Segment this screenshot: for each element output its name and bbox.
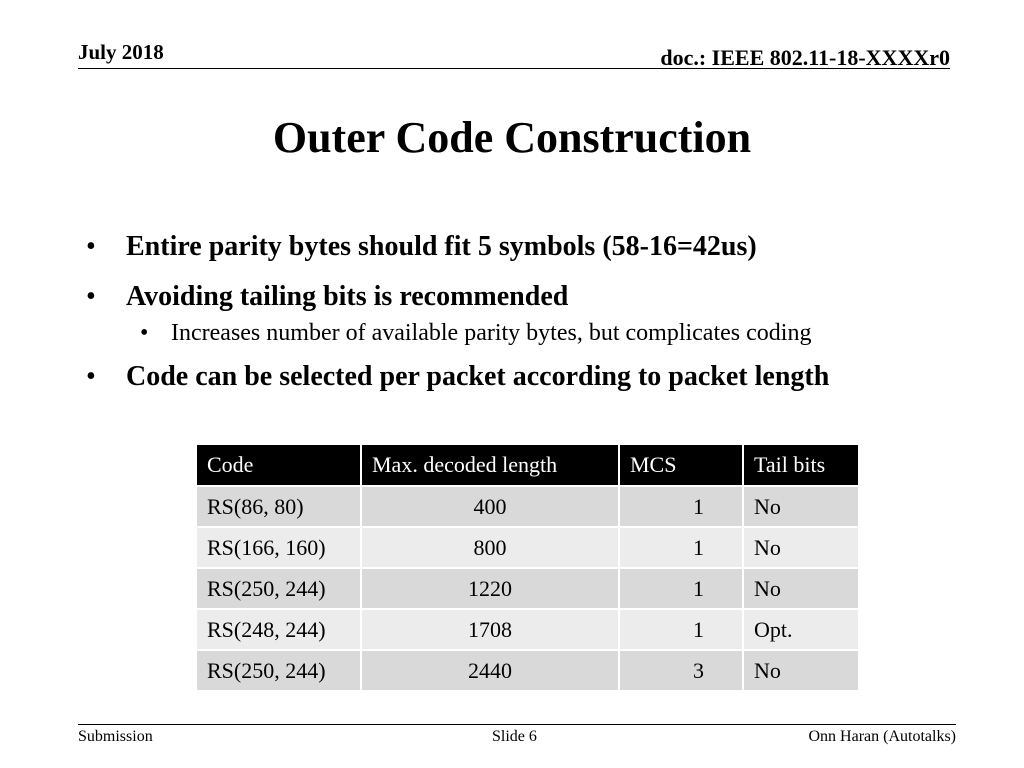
cell-max-length: 400 [361, 486, 619, 527]
bullet-list [86, 230, 1006, 410]
cell-max-length: 2440 [361, 650, 619, 690]
bullet-glyph: • [86, 361, 96, 392]
cell-max-length: 1220 [361, 568, 619, 609]
cell-mcs: 1 [619, 568, 743, 609]
footer-slide-number: Slide 6 [492, 728, 537, 745]
header-divider [78, 68, 950, 69]
cell-mcs: 3 [619, 650, 743, 690]
table-header-row [197, 445, 858, 486]
cell-mcs: 1 [619, 486, 743, 527]
cell-max-length: 1708 [361, 609, 619, 650]
footer-divider [78, 724, 956, 725]
sub-bullet-text: Increases number of available parity bytes, but complicates coding [171, 320, 812, 346]
table-row [197, 568, 858, 609]
bullet-item-parity [86, 230, 1006, 263]
bullet-glyph: • [86, 281, 96, 312]
footer-author: Onn Haran (Autotalks) [808, 728, 956, 745]
column-header-tail-bits: Tail bits [743, 445, 858, 486]
column-header-code: Code [197, 445, 361, 486]
sub-bullet-glyph: • [140, 320, 149, 346]
header-doc-id: doc.: IEEE 802.11-18-XXXXr0 [660, 45, 950, 70]
slide-title: Outer Code Construction [272, 113, 752, 162]
bullet-glyph: • [86, 231, 96, 262]
column-header-max-length: Max. decoded length [361, 445, 619, 486]
cell-max-length: 800 [361, 527, 619, 568]
table-row [197, 527, 858, 568]
bullet-item-tailing [86, 280, 1006, 313]
cell-mcs: 1 [619, 527, 743, 568]
cell-mcs: 1 [619, 609, 743, 650]
bullet-text: Entire parity bytes should fit 5 symbols (58-16=42us) [126, 231, 757, 262]
cell-tail-bits: No [743, 568, 858, 609]
code-table [197, 445, 858, 690]
table-row [197, 609, 858, 650]
cell-code: RS(166, 160) [197, 527, 361, 568]
footer-submission: Submission [78, 728, 153, 745]
cell-tail-bits: No [743, 486, 858, 527]
header-date: July 2018 [78, 40, 164, 64]
bullet-text: Code can be selected per packet according to packet length [126, 361, 830, 392]
cell-tail-bits: No [743, 650, 858, 690]
cell-code: RS(86, 80) [197, 486, 361, 527]
cell-tail-bits: No [743, 527, 858, 568]
table-row [197, 486, 858, 527]
cell-code: RS(250, 244) [197, 650, 361, 690]
bullet-text: Avoiding tailing bits is recommended [126, 281, 569, 312]
cell-tail-bits: Opt. [743, 609, 858, 650]
table-row [197, 650, 858, 690]
cell-code: RS(250, 244) [197, 568, 361, 609]
sub-bullet-item [86, 319, 1006, 347]
column-header-mcs: MCS [619, 445, 743, 486]
cell-code: RS(248, 244) [197, 609, 361, 650]
bullet-item-code-select [86, 360, 1006, 393]
